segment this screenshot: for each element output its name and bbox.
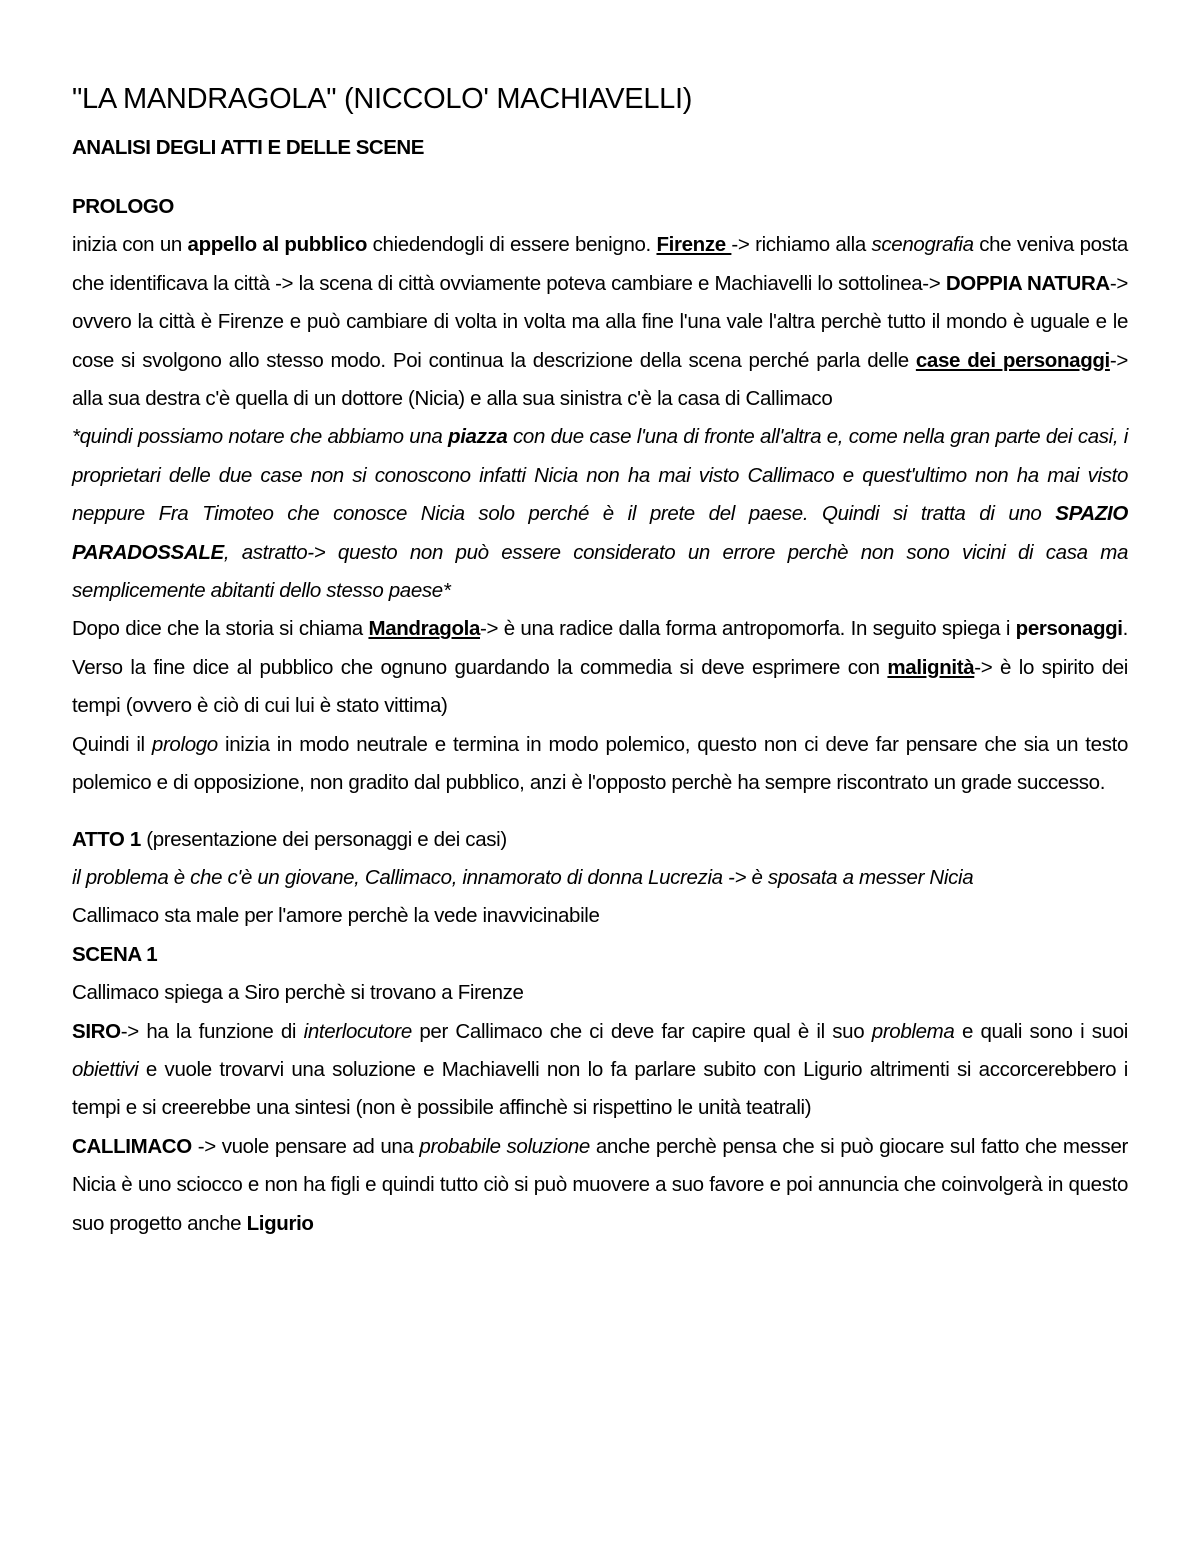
- text-span: -> richiamo alla: [731, 233, 872, 257]
- italic-span: , astratto-> questo non può essere considerato un errore perchè non sono vicini di casa ma semplicemente abitanti dello stesso paese*: [72, 540, 1128, 603]
- text-span: . Verso la fine dice al pubblico che ognuno guardando la commedia si deve esprimere con: [72, 617, 1128, 679]
- italic-span: il problema è che c'è un giovane, Callimaco, innamorato di donna Lucrezia -> è sposata a messer Nicia: [72, 865, 974, 889]
- text-span: per Callimaco che ci deve far capire qual è il suo: [411, 1019, 872, 1043]
- italic-span: *quindi possiamo notare che abbiamo una: [72, 425, 449, 449]
- text-span: -> è una radice dalla forma antropomorfa. In seguito spiega i: [480, 617, 1016, 641]
- bold-italic-span: [448, 425, 507, 448]
- text-span: -> ha la funzione di: [120, 1019, 304, 1043]
- text-span: anche perchè pensa che si può giocare sul fatto che messer Nicia è uno sciocco e non ha figli e quindi tutto ciò si può muovere a suo favore e poi annuncia che coinvolgerà in questo suo progetto anche: [72, 1134, 1128, 1235]
- italic-span: con due case l'una di fronte all'altra e, come nella gran parte dei casi, i proprietari delle due case non si conoscono infatti Nicia non ha mai visto Callimaco e quest'ultimo non ha mai visto neppure Fra Timoteo che conosce Nicia solo perché è il prete del paese. Quindi si tratta di uno: [72, 425, 1128, 526]
- bold-span: DOPPIA NATURA: [945, 271, 1110, 295]
- section-gap: [72, 803, 1128, 821]
- bold-span: ATTO 1: [72, 827, 141, 851]
- italic-span: prologo: [151, 732, 218, 756]
- bold-span: Ligurio: [246, 1211, 314, 1235]
- document-title: "LA MANDRAGOLA" (NICCOLO' MACHIAVELLI): [72, 83, 693, 115]
- paragraph-scena-1-1: Callimaco spiega a Siro perchè si trovano a Firenze: [72, 981, 524, 1005]
- underlined-span: Mandragola: [368, 617, 481, 641]
- bold-underlined-span: [368, 617, 480, 640]
- section-heading-prologo: PROLOGO: [72, 195, 174, 218]
- bold-span: SIRO: [72, 1019, 121, 1043]
- text-span: e quali sono i suoi: [954, 1019, 1128, 1043]
- italic-span: SPAZIO PARADOSSALE: [72, 502, 1128, 564]
- paragraph-atto-1-2: Callimaco sta male per l'amore perchè la vede inavvicinabile: [72, 904, 600, 928]
- italic-span: scenografia: [871, 233, 974, 257]
- paragraph-scena-1-3: [72, 1128, 1128, 1243]
- document-page: [72, 80, 1128, 1243]
- bold-underlined-span: [887, 656, 974, 679]
- text-span: -> ovvero la città è Firenze e può cambiare di volta in volta ma alla fine l'una vale l'altra perchè tutto il mondo è uguale e le cose si svolgono allo stesso modo. Poi continua la descrizione della scena perché parla delle: [72, 271, 1128, 372]
- text-span: -> vuole pensare ad una: [191, 1134, 420, 1158]
- text-span: Quindi il: [72, 732, 152, 756]
- paragraph-atto-1-1: [72, 859, 1128, 897]
- text-span: -> è lo spirito dei tempi (ovvero è ciò di cui lui è stato vittima): [72, 655, 1128, 718]
- italic-span: interlocutore: [303, 1019, 412, 1043]
- italic-span: problema: [871, 1019, 955, 1043]
- text-span: -> alla sua destra c'è quella di un dottore (Nicia) e alla sua sinistra c'è la casa di Callimaco: [72, 348, 1128, 411]
- section-heading-scena-1: SCENA 1: [72, 942, 158, 966]
- underlined-span: malignità: [887, 655, 975, 679]
- paragraph-prologo-1: [72, 226, 1128, 418]
- text-span: che veniva posta che identificava la città -> la scena di città ovviamente poteva cambiare e Machiavelli lo sottolinea->: [72, 233, 1128, 295]
- paragraph-prologo-3: [72, 610, 1128, 725]
- text-span: (presentazione dei personaggi e dei casi): [140, 827, 507, 851]
- bold-span: personaggi: [1015, 617, 1123, 641]
- paragraph-prologo-2: [72, 418, 1128, 610]
- italic-span: piazza: [448, 425, 508, 449]
- bold-span: appello al pubblico: [187, 233, 368, 257]
- text-span: e vuole trovarvi una soluzione e Machiavelli non lo fa parlare subito con Ligurio altrimenti si accorcerebbero i tempi e si creerebbe una sintesi (non è possibile affinchè si rispettino le unità teatrali): [72, 1057, 1128, 1120]
- text-span: chiedendogli di essere benigno.: [367, 233, 657, 257]
- bold-underlined-span: [656, 233, 731, 256]
- text-span: Dopo dice che la storia si chiama: [72, 617, 369, 641]
- italic-span: obiettivi: [72, 1057, 139, 1081]
- text-span: inizia con un: [72, 233, 188, 257]
- bold-span: CALLIMACO: [72, 1134, 192, 1158]
- paragraph-scena-1-2: [72, 1013, 1128, 1128]
- document-subtitle: ANALISI DEGLI ATTI E DELLE SCENE: [72, 136, 424, 159]
- underlined-span: Firenze: [656, 233, 732, 257]
- text-span: inizia in modo neutrale e termina in modo polemico, questo non ci deve far pensare che sia un testo polemico e di opposizione, non gradito dal pubblico, anzi è l'opposto perchè ha sempre riscontrato un grade successo.: [72, 732, 1128, 795]
- italic-span: probabile soluzione: [419, 1134, 590, 1158]
- bold-underlined-span: [916, 349, 1110, 372]
- paragraph-prologo-4: [72, 726, 1128, 803]
- underlined-span: case dei personaggi: [915, 348, 1110, 372]
- section-heading-atto-1: [72, 821, 1128, 859]
